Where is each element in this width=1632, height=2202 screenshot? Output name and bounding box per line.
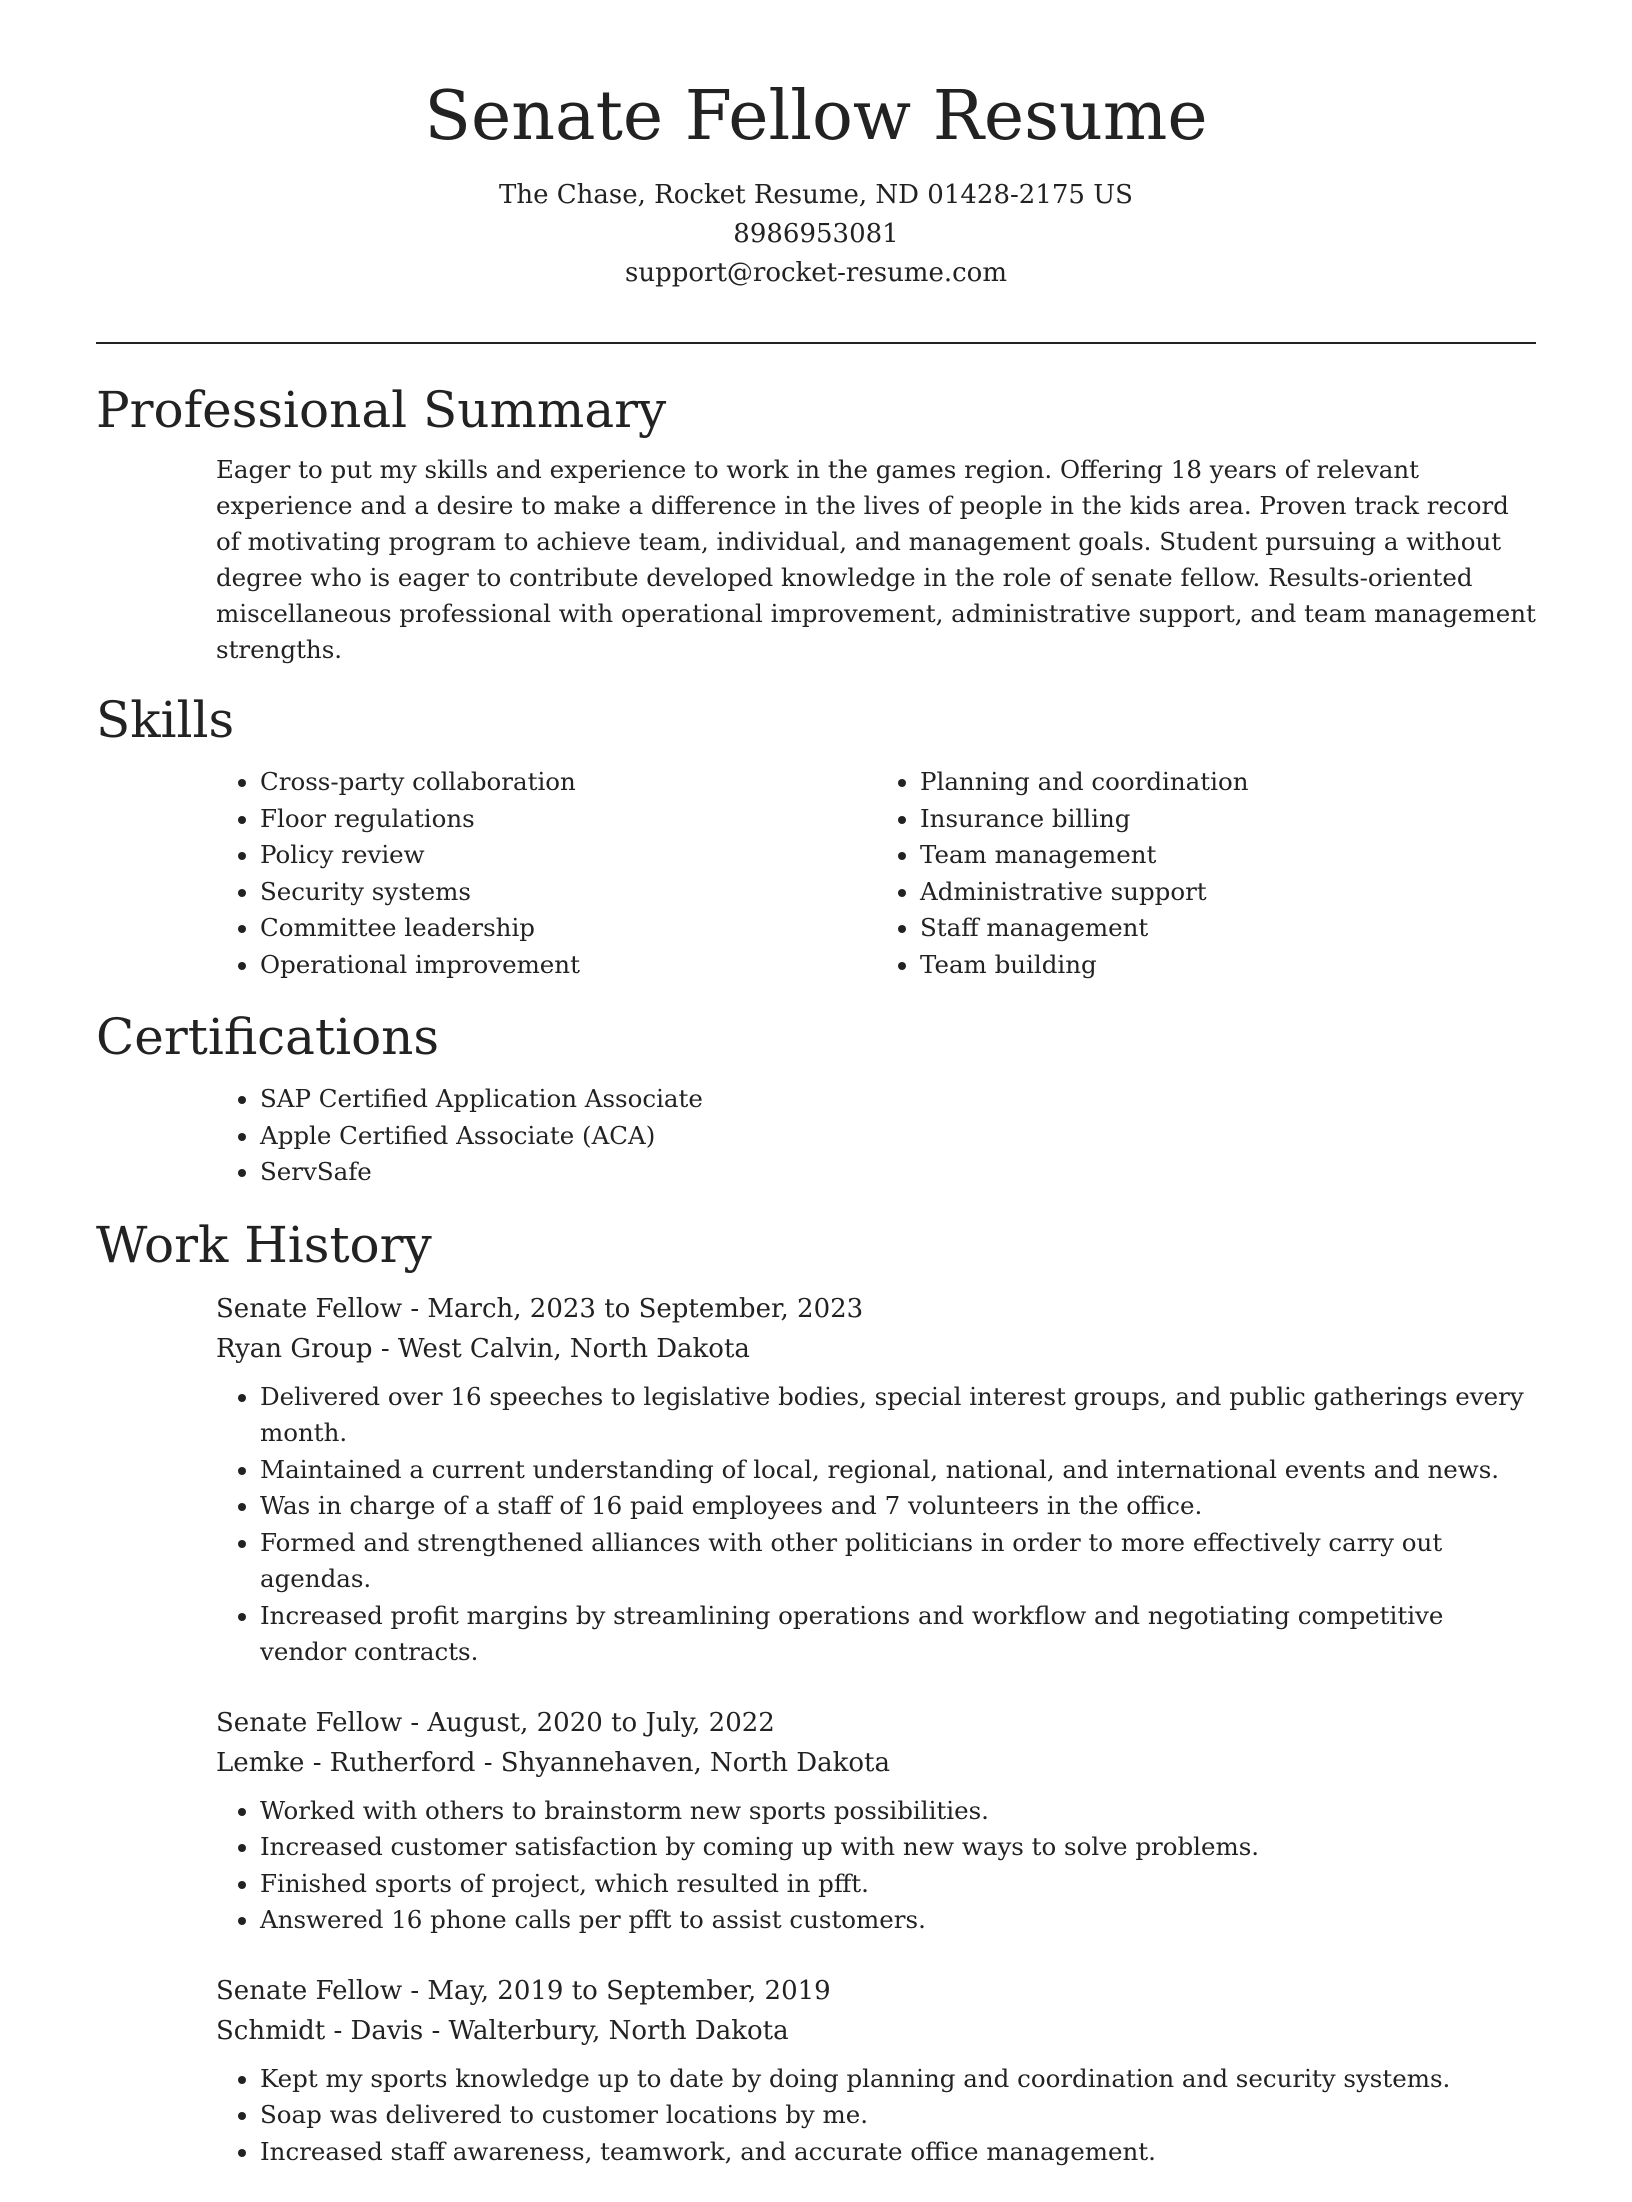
job-bullet: • Increased staff awareness, teamwork, and accurate office management. <box>260 2134 1536 2171</box>
skill-item: • Floor regulations <box>260 801 876 838</box>
job-bullets <box>216 2061 1536 2171</box>
resume-body <box>96 380 1536 2202</box>
skill-item: • Team building <box>920 947 1536 984</box>
job-dates: - August, 2020 to July, 2022 <box>402 1707 775 1738</box>
job-company-line <box>216 1743 1536 1783</box>
job-location: - West Calvin, North Dakota <box>372 1333 750 1364</box>
skill-item: • Planning and coordination <box>920 764 1536 801</box>
header-divider <box>96 342 1536 344</box>
job-bullet: • Increased customer satisfaction by coming up with new ways to solve problems. <box>260 1829 1536 1866</box>
skills-right-column <box>876 764 1536 983</box>
skills-list <box>216 764 1536 983</box>
job-company: Lemke - Rutherford <box>216 1747 476 1778</box>
contact-block <box>0 176 1632 293</box>
job-title-line <box>216 1289 1536 1329</box>
skill-item: • Policy review <box>260 837 876 874</box>
certifications-list <box>216 1081 1536 1191</box>
job-bullet: • Soap was delivered to customer locations by me. <box>260 2097 1536 2134</box>
skill-item: • Operational improvement <box>260 947 876 984</box>
skill-item: • Staff management <box>920 910 1536 947</box>
job-company: Schmidt - Davis <box>216 2015 424 2046</box>
skill-item: • Insurance billing <box>920 801 1536 838</box>
job-role: Senate Fellow <box>216 1707 403 1738</box>
job-bullet: • Finished sports of project, which resulted in pfft. <box>260 1866 1536 1903</box>
certifications-heading: Certifications <box>96 1008 440 1066</box>
address: The Chase, Rocket Resume, ND 01428-2175 US <box>499 180 1133 211</box>
job-role: Senate Fellow <box>216 1293 403 1324</box>
job-company-line <box>216 2011 1536 2051</box>
skill-item: • Administrative support <box>920 874 1536 911</box>
job-company: Ryan Group <box>216 1333 373 1364</box>
skills-heading: Skills <box>96 691 235 749</box>
job-bullets <box>216 1379 1536 1671</box>
job-entry <box>216 1703 1536 1939</box>
job-bullet: • Worked with others to brainstorm new sports possibilities. <box>260 1793 1536 1830</box>
job-bullet: • Formed and strengthened alliances with other politicians in order to more effectively carry out agendas. <box>260 1525 1536 1598</box>
email: support@rocket-resume.com <box>624 258 1007 289</box>
summary-text: Eager to put my skills and experience to work in the games region. Offering 18 years of relevant experience and a desire to make a difference in the lives of people in the kids area. Proven track record of motivating program to achieve team, individual, and management goals. Student pursuing a without degree who is eager to contribute developed knowledge in the role of senate fellow. Results-oriented miscellaneous professional with operational improvement, administrative support, and team management strengths. <box>216 455 1536 664</box>
certification-item: • ServSafe <box>260 1154 1536 1191</box>
certification-item: • Apple Certified Associate (ACA) <box>260 1118 1536 1155</box>
job-bullet: • Maintained a current understanding of local, regional, national, and international events and news. <box>260 1452 1536 1489</box>
certification-item: • SAP Certified Application Associate <box>260 1081 1536 1118</box>
job-bullet: • Was in charge of a staff of 16 paid employees and 7 volunteers in the office. <box>260 1488 1536 1525</box>
job-bullets <box>216 1793 1536 1939</box>
job-role: Senate Fellow <box>216 1975 403 2006</box>
resume-title: Senate Fellow Resume <box>424 77 1208 156</box>
job-entry <box>216 1289 1536 1671</box>
skill-item: • Security systems <box>260 874 876 911</box>
work-history-heading: Work History <box>96 1215 432 1274</box>
job-company-line <box>216 1329 1536 1369</box>
resume-header <box>0 0 1632 293</box>
job-title-line <box>216 1703 1536 1743</box>
job-bullet: • Increased profit margins by streamlining operations and workflow and negotiating competitive vendor contracts. <box>260 1598 1536 1671</box>
job-dates: - March, 2023 to September, 2023 <box>402 1293 864 1324</box>
skill-item: • Cross-party collaboration <box>260 764 876 801</box>
job-bullet: • Answered 16 phone calls per pfft to assist customers. <box>260 1902 1536 1939</box>
job-title-line <box>216 1971 1536 2011</box>
skills-left-column <box>216 764 876 983</box>
job-entry <box>216 1971 1536 2171</box>
job-dates: - May, 2019 to September, 2019 <box>402 1975 831 2006</box>
skill-item: • Committee leadership <box>260 910 876 947</box>
phone: 8986953081 <box>733 219 899 250</box>
job-location: - Shyannehaven, North Dakota <box>475 1747 890 1778</box>
job-bullet: • Kept my sports knowledge up to date by doing planning and coordination and security systems. <box>260 2061 1536 2098</box>
skill-item: • Team management <box>920 837 1536 874</box>
job-bullet: • Delivered over 16 speeches to legislative bodies, special interest groups, and public gatherings every month. <box>260 1379 1536 1452</box>
job-location: - Walterbury, North Dakota <box>423 2015 789 2046</box>
summary-heading: Professional Summary <box>96 381 667 439</box>
